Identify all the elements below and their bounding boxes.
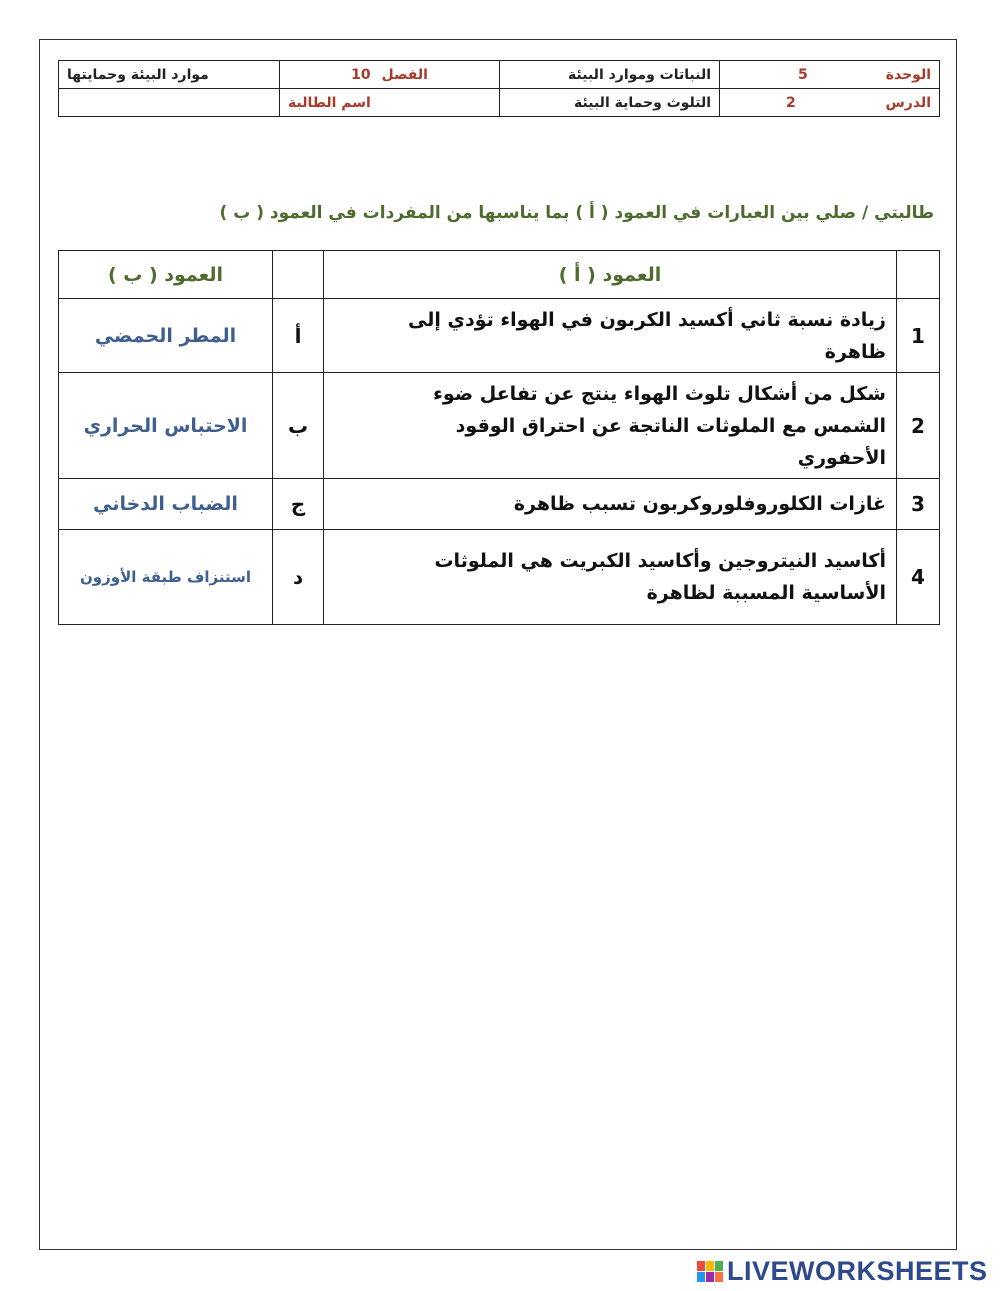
- table-row: [59, 479, 940, 530]
- matching-table: [58, 250, 940, 625]
- unit-cell: [720, 61, 940, 89]
- student-name-field[interactable]: [59, 89, 280, 117]
- lesson-cell: [720, 89, 940, 117]
- chapter-label: الفصل: [381, 66, 428, 83]
- lesson-title: التلوث وحماية البيئة: [500, 89, 720, 117]
- logo-block: [706, 1261, 714, 1271]
- lesson-number: 2: [786, 94, 796, 111]
- answer-option[interactable]: المطر الحمضي: [59, 299, 273, 373]
- statement-text: زيادة نسبة ثاني أكسيد الكربون في الهواء تؤدي إلى ظاهرة: [408, 308, 886, 363]
- column-a-header: العمود ( أ ): [324, 251, 897, 299]
- unit-title: النباتات وموارد البيئة: [500, 61, 720, 89]
- chapter-title: موارد البيئة وحمايتها: [59, 61, 280, 89]
- answer-letter: د: [273, 530, 324, 625]
- answer-letter: أ: [273, 299, 324, 373]
- liveworksheets-logo[interactable]: [697, 1256, 988, 1286]
- column-b-header: العمود ( ب ): [59, 251, 273, 299]
- answer-option[interactable]: الاحتباس الحراري: [59, 373, 273, 479]
- statement: [324, 530, 897, 625]
- instruction-text: طالبتي / صلي بين العبارات في العمود ( أ ) بما يناسبها من المفردات في العمود ( ب ): [219, 203, 934, 223]
- header-table: [58, 60, 940, 117]
- lesson-label: الدرس: [885, 94, 931, 111]
- table-header-row: [59, 251, 940, 299]
- row-number: 2: [897, 373, 940, 479]
- table-row: [59, 299, 940, 373]
- row-number: 4: [897, 530, 940, 625]
- logo-block: [697, 1272, 705, 1282]
- letter-header: [273, 251, 324, 299]
- logo-block: [715, 1261, 723, 1271]
- logo-text: LIVEWORKSHEETS: [727, 1255, 988, 1286]
- answer-letter: ج: [273, 479, 324, 530]
- table-row: [59, 373, 940, 479]
- statement: [324, 299, 897, 373]
- logo-block: [715, 1272, 723, 1282]
- statement-text: شكل من أشكال تلوث الهواء ينتج عن تفاعل ضوء الشمس مع الملوثات الناتجة عن احتراق الوقود الأحفوري: [433, 382, 886, 469]
- logo-mark-icon: [697, 1261, 723, 1282]
- answer-option[interactable]: الضباب الدخاني: [59, 479, 273, 530]
- logo-block: [706, 1272, 714, 1282]
- answer-option[interactable]: استنزاف طبقة الأوزون: [59, 530, 273, 625]
- chapter-number: 10: [351, 66, 371, 83]
- statement-text: أكاسيد النيتروجين وأكاسيد الكبريت هي الملوثات الأساسية المسببة لظاهرة: [434, 550, 886, 604]
- row-number: 1: [897, 299, 940, 373]
- number-header: [897, 251, 940, 299]
- student-name-label: اسم الطالبة: [280, 89, 500, 117]
- statement: [324, 373, 897, 479]
- answer-letter: ب: [273, 373, 324, 479]
- chapter-cell: [280, 61, 500, 89]
- logo-block: [697, 1261, 705, 1271]
- unit-label: الوحدة: [885, 66, 931, 83]
- unit-number: 5: [798, 66, 808, 83]
- row-number: 3: [897, 479, 940, 530]
- statement: غازات الكلوروفلوروكربون تسبب ظاهرة: [324, 479, 897, 530]
- table-row: [59, 530, 940, 625]
